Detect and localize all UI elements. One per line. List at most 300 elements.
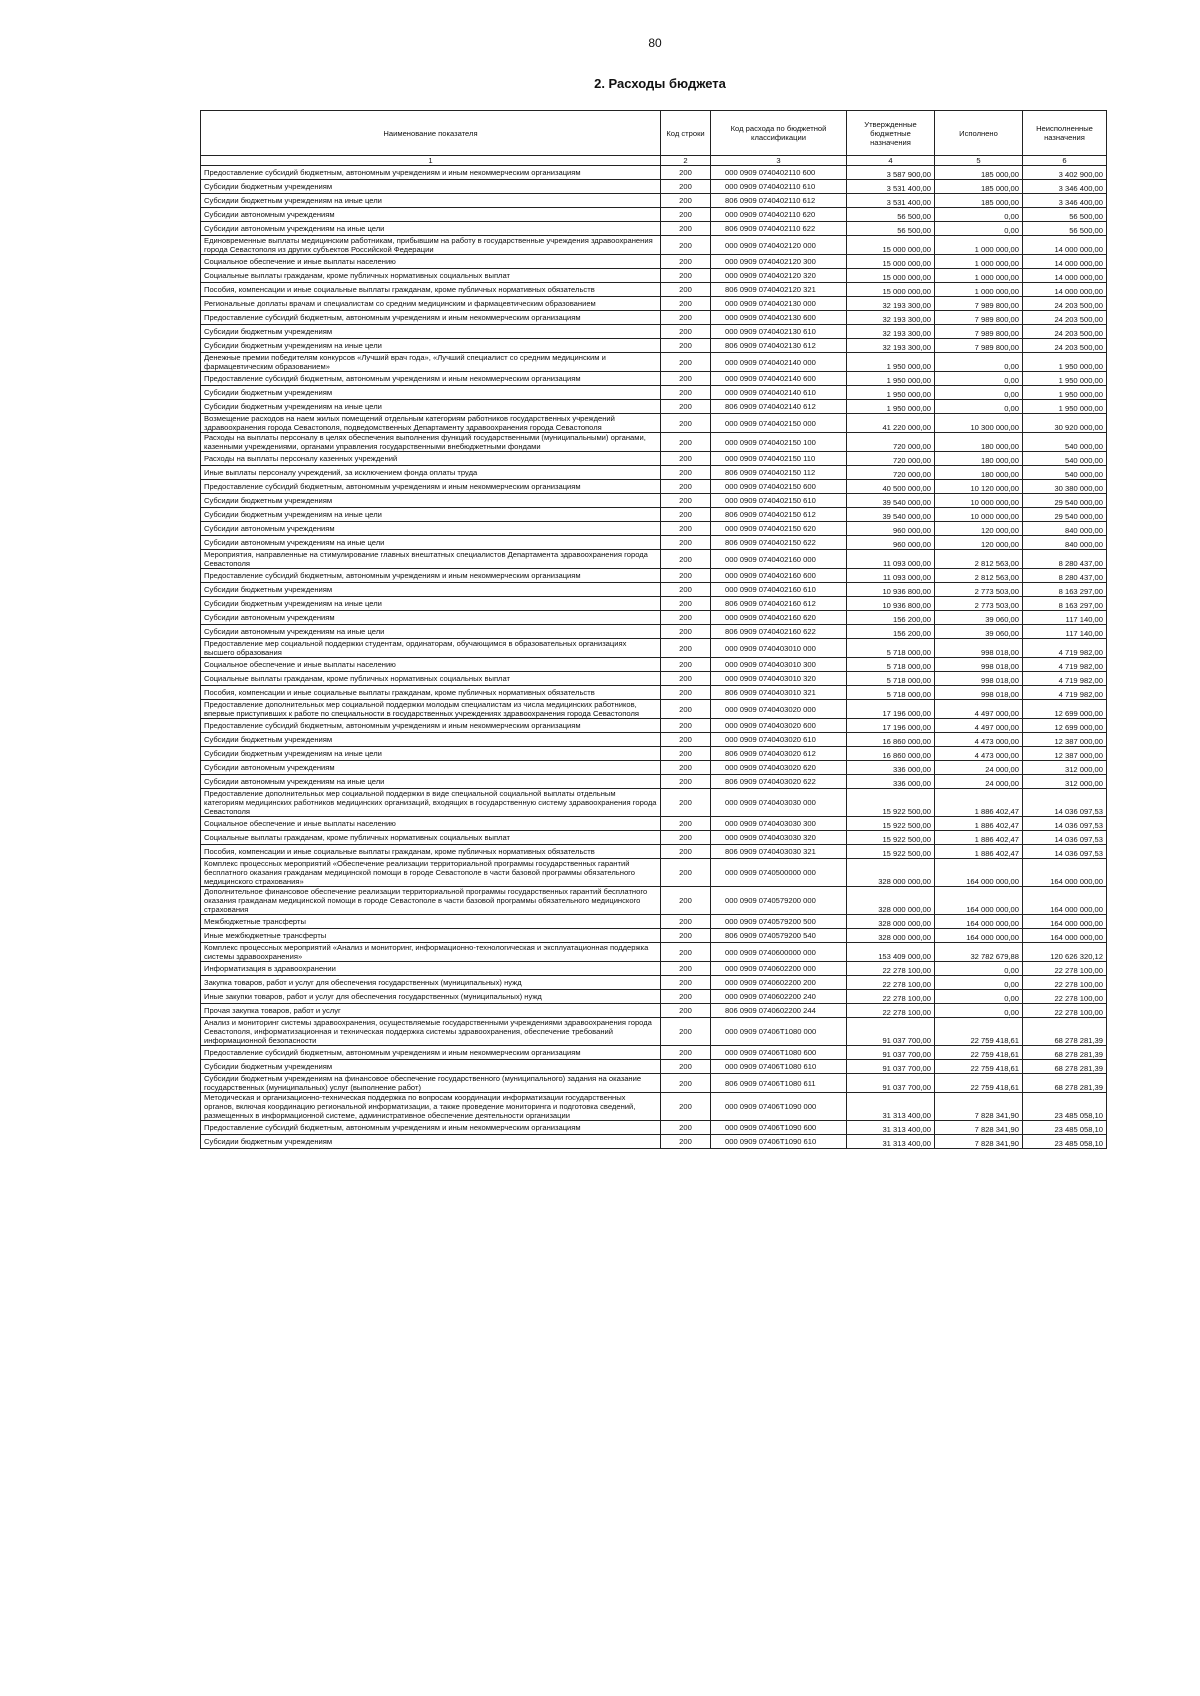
- table-row: [201, 480, 1107, 494]
- row-executed-cell: 1 000 000,00: [935, 255, 1023, 269]
- row-executed-cell: 185 000,00: [935, 180, 1023, 194]
- row-unexecuted-cell: 29 540 000,00: [1023, 494, 1107, 508]
- row-executed-cell: 24 000,00: [935, 761, 1023, 775]
- row-unexecuted-cell: 164 000 000,00: [1023, 859, 1107, 887]
- row-executed-cell: 7 989 800,00: [935, 311, 1023, 325]
- row-executed-cell: 10 000 000,00: [935, 508, 1023, 522]
- row-executed-cell: 7 828 341,90: [935, 1135, 1023, 1149]
- row-line-code-cell: 200: [661, 269, 711, 283]
- row-unexecuted-cell: 68 278 281,39: [1023, 1074, 1107, 1093]
- row-approved-cell: 32 193 300,00: [847, 339, 935, 353]
- row-executed-cell: 1 000 000,00: [935, 269, 1023, 283]
- row-approved-cell: 15 000 000,00: [847, 269, 935, 283]
- row-line-code-cell: 200: [661, 583, 711, 597]
- row-classification-cell: 000 0909 0740403020 610: [711, 733, 847, 747]
- row-executed-cell: 10 300 000,00: [935, 414, 1023, 433]
- row-unexecuted-cell: 120 626 320,12: [1023, 943, 1107, 962]
- table-row: [201, 433, 1107, 452]
- row-approved-cell: 1 950 000,00: [847, 353, 935, 372]
- row-line-code-cell: 200: [661, 569, 711, 583]
- row-line-code-cell: 200: [661, 1018, 711, 1046]
- table-row: [201, 297, 1107, 311]
- row-classification-cell: 000 0909 0740402140 610: [711, 386, 847, 400]
- row-unexecuted-cell: 3 346 400,00: [1023, 194, 1107, 208]
- row-unexecuted-cell: 4 719 982,00: [1023, 686, 1107, 700]
- row-name-cell: Дополнительное финансовое обеспечение реализации территориальной программы государственных гарантий бесплатного оказания гражданам медицинской помощи в городе Севастополе в части базовой программы обязательного медицинского страхования: [201, 887, 661, 915]
- row-executed-cell: 4 497 000,00: [935, 700, 1023, 719]
- table-row: [201, 990, 1107, 1004]
- row-classification-cell: 000 0909 0740402110 620: [711, 208, 847, 222]
- row-line-code-cell: 200: [661, 311, 711, 325]
- row-classification-cell: 000 0909 0740402140 600: [711, 372, 847, 386]
- row-line-code-cell: 200: [661, 845, 711, 859]
- table-row: [201, 1018, 1107, 1046]
- row-unexecuted-cell: 22 278 100,00: [1023, 990, 1107, 1004]
- table-row: [201, 817, 1107, 831]
- row-line-code-cell: 200: [661, 508, 711, 522]
- row-name-cell: Пособия, компенсации и иные социальные выплаты гражданам, кроме публичных нормативных обязательств: [201, 283, 661, 297]
- row-executed-cell: 2 773 503,00: [935, 583, 1023, 597]
- row-executed-cell: 4 473 000,00: [935, 747, 1023, 761]
- row-name-cell: Предоставление субсидий бюджетным, автономным учреждениям и иным некоммерческим организациям: [201, 719, 661, 733]
- row-unexecuted-cell: 23 485 058,10: [1023, 1093, 1107, 1121]
- row-line-code-cell: 200: [661, 700, 711, 719]
- row-line-code-cell: 200: [661, 353, 711, 372]
- row-classification-cell: 000 0909 0740402120 300: [711, 255, 847, 269]
- table-row: [201, 283, 1107, 297]
- row-line-code-cell: 200: [661, 339, 711, 353]
- row-approved-cell: 328 000 000,00: [847, 859, 935, 887]
- row-unexecuted-cell: 68 278 281,39: [1023, 1018, 1107, 1046]
- row-name-cell: Расходы на выплаты персоналу в целях обеспечения выполнения функций государственными (муниципальными) органами, казенными учреждениями, органами управления государственными внебюджетными фондами: [201, 433, 661, 452]
- row-executed-cell: 0,00: [935, 372, 1023, 386]
- row-classification-cell: 806 0909 0740402160 612: [711, 597, 847, 611]
- row-approved-cell: 56 500,00: [847, 208, 935, 222]
- row-classification-cell: 806 0909 0740402160 622: [711, 625, 847, 639]
- row-unexecuted-cell: 56 500,00: [1023, 222, 1107, 236]
- row-executed-cell: 7 989 800,00: [935, 297, 1023, 311]
- row-approved-cell: 15 922 500,00: [847, 789, 935, 817]
- row-approved-cell: 17 196 000,00: [847, 719, 935, 733]
- row-unexecuted-cell: 540 000,00: [1023, 452, 1107, 466]
- row-executed-cell: 2 812 563,00: [935, 569, 1023, 583]
- row-executed-cell: 0,00: [935, 990, 1023, 1004]
- table-row: [201, 325, 1107, 339]
- row-unexecuted-cell: 840 000,00: [1023, 536, 1107, 550]
- row-executed-cell: 2 812 563,00: [935, 550, 1023, 569]
- row-line-code-cell: 200: [661, 597, 711, 611]
- row-executed-cell: 164 000 000,00: [935, 887, 1023, 915]
- row-name-cell: Субсидии бюджетным учреждениям на иные цели: [201, 508, 661, 522]
- table-row: [201, 180, 1107, 194]
- row-executed-cell: 164 000 000,00: [935, 929, 1023, 943]
- row-name-cell: Предоставление субсидий бюджетным, автономным учреждениям и иным некоммерческим организациям: [201, 372, 661, 386]
- row-unexecuted-cell: 312 000,00: [1023, 761, 1107, 775]
- header-approved: Утвержденные бюджетные назначения: [847, 111, 935, 156]
- table-row: [201, 400, 1107, 414]
- table-row: [201, 915, 1107, 929]
- row-classification-cell: 000 0909 07406Т1080 000: [711, 1018, 847, 1046]
- row-approved-cell: 336 000,00: [847, 761, 935, 775]
- table-row: [201, 775, 1107, 789]
- row-classification-cell: 000 0909 07406Т1090 000: [711, 1093, 847, 1121]
- row-approved-cell: 32 193 300,00: [847, 297, 935, 311]
- row-executed-cell: 180 000,00: [935, 452, 1023, 466]
- row-executed-cell: 120 000,00: [935, 536, 1023, 550]
- row-line-code-cell: 200: [661, 480, 711, 494]
- row-approved-cell: 17 196 000,00: [847, 700, 935, 719]
- table-row: [201, 194, 1107, 208]
- row-name-cell: Мероприятия, направленные на стимулирование главных внештатных специалистов Департамента здравоохранения города Севастополя: [201, 550, 661, 569]
- row-name-cell: Субсидии автономным учреждениям: [201, 522, 661, 536]
- row-name-cell: Комплекс процессных мероприятий «Обеспечение реализации территориальной программы государственных гарантий бесплатного оказания гражданам медицинской помощи в городе Севастополе в части базовой программы обязательного медицинского страхования»: [201, 859, 661, 887]
- row-unexecuted-cell: 14 036 097,53: [1023, 845, 1107, 859]
- row-unexecuted-cell: 540 000,00: [1023, 433, 1107, 452]
- row-line-code-cell: 200: [661, 1004, 711, 1018]
- row-classification-cell: 000 0909 0740579200 500: [711, 915, 847, 929]
- row-executed-cell: 0,00: [935, 386, 1023, 400]
- row-unexecuted-cell: 30 380 000,00: [1023, 480, 1107, 494]
- row-name-cell: Региональные доплаты врачам и специалистам со средним медицинским и фармацевтическим образованием: [201, 297, 661, 311]
- row-line-code-cell: 200: [661, 639, 711, 658]
- row-executed-cell: 1 000 000,00: [935, 236, 1023, 255]
- row-line-code-cell: 200: [661, 297, 711, 311]
- table-row: [201, 789, 1107, 817]
- table-row: [201, 208, 1107, 222]
- row-name-cell: Пособия, компенсации и иные социальные выплаты гражданам, кроме публичных нормативных обязательств: [201, 845, 661, 859]
- row-line-code-cell: 200: [661, 550, 711, 569]
- row-line-code-cell: 200: [661, 887, 711, 915]
- row-name-cell: Иные выплаты персоналу учреждений, за исключением фонда оплаты труда: [201, 466, 661, 480]
- row-line-code-cell: 200: [661, 859, 711, 887]
- row-approved-cell: 15 922 500,00: [847, 817, 935, 831]
- row-classification-cell: 806 0909 0740402150 612: [711, 508, 847, 522]
- row-approved-cell: 15 922 500,00: [847, 831, 935, 845]
- row-classification-cell: 000 0909 0740402120 000: [711, 236, 847, 255]
- row-unexecuted-cell: 24 203 500,00: [1023, 311, 1107, 325]
- row-name-cell: Предоставление субсидий бюджетным, автономным учреждениям и иным некоммерческим организациям: [201, 480, 661, 494]
- table-row: [201, 386, 1107, 400]
- header-line-code: Код строки: [661, 111, 711, 156]
- row-approved-cell: 15 000 000,00: [847, 236, 935, 255]
- row-unexecuted-cell: 22 278 100,00: [1023, 1004, 1107, 1018]
- row-executed-cell: 0,00: [935, 208, 1023, 222]
- table-header-row: [201, 111, 1107, 156]
- row-executed-cell: 22 759 418,61: [935, 1074, 1023, 1093]
- row-line-code-cell: 200: [661, 400, 711, 414]
- row-executed-cell: 0,00: [935, 222, 1023, 236]
- table-row: [201, 1060, 1107, 1074]
- row-name-cell: Предоставление субсидий бюджетным, автономным учреждениям и иным некоммерческим организациям: [201, 1121, 661, 1135]
- row-classification-cell: 000 0909 0740402140 000: [711, 353, 847, 372]
- row-approved-cell: 22 278 100,00: [847, 962, 935, 976]
- row-unexecuted-cell: 14 036 097,53: [1023, 831, 1107, 845]
- header-classification-code: Код расхода по бюджетной классификации: [711, 111, 847, 156]
- row-name-cell: Прочая закупка товаров, работ и услуг: [201, 1004, 661, 1018]
- page-number: 80: [648, 36, 662, 50]
- row-classification-cell: 000 0909 0740403010 000: [711, 639, 847, 658]
- row-line-code-cell: 200: [661, 962, 711, 976]
- column-number: 3: [711, 156, 847, 166]
- row-unexecuted-cell: 117 140,00: [1023, 625, 1107, 639]
- row-executed-cell: 2 773 503,00: [935, 597, 1023, 611]
- row-approved-cell: 156 200,00: [847, 625, 935, 639]
- row-classification-cell: 000 0909 07406Т1090 600: [711, 1121, 847, 1135]
- table-row: [201, 845, 1107, 859]
- row-name-cell: Субсидии бюджетным учреждениям: [201, 386, 661, 400]
- row-classification-cell: 000 0909 0740402160 600: [711, 569, 847, 583]
- row-classification-cell: 000 0909 0740402150 000: [711, 414, 847, 433]
- row-classification-cell: 000 0909 0740402130 000: [711, 297, 847, 311]
- row-classification-cell: 806 0909 0740579200 540: [711, 929, 847, 943]
- row-classification-cell: 806 0909 0740403020 612: [711, 747, 847, 761]
- row-line-code-cell: 200: [661, 386, 711, 400]
- row-classification-cell: 000 0909 0740602200 200: [711, 976, 847, 990]
- row-line-code-cell: 200: [661, 1121, 711, 1135]
- row-classification-cell: 000 0909 0740602200 240: [711, 990, 847, 1004]
- row-line-code-cell: 200: [661, 1093, 711, 1121]
- row-line-code-cell: 200: [661, 658, 711, 672]
- row-classification-cell: 000 0909 0740402110 600: [711, 166, 847, 180]
- row-line-code-cell: 200: [661, 686, 711, 700]
- table-row: [201, 269, 1107, 283]
- row-classification-cell: 000 0909 0740402150 610: [711, 494, 847, 508]
- row-classification-cell: 000 0909 0740600000 000: [711, 943, 847, 962]
- row-unexecuted-cell: 3 402 900,00: [1023, 166, 1107, 180]
- table-row: [201, 686, 1107, 700]
- row-unexecuted-cell: 8 280 437,00: [1023, 569, 1107, 583]
- row-unexecuted-cell: 1 950 000,00: [1023, 400, 1107, 414]
- table-row: [201, 255, 1107, 269]
- row-approved-cell: 16 860 000,00: [847, 747, 935, 761]
- row-classification-cell: 806 0909 0740403020 622: [711, 775, 847, 789]
- table-row: [201, 1093, 1107, 1121]
- row-approved-cell: 41 220 000,00: [847, 414, 935, 433]
- row-approved-cell: 1 950 000,00: [847, 386, 935, 400]
- row-approved-cell: 91 037 700,00: [847, 1074, 935, 1093]
- row-approved-cell: 720 000,00: [847, 433, 935, 452]
- row-executed-cell: 164 000 000,00: [935, 859, 1023, 887]
- row-line-code-cell: 200: [661, 719, 711, 733]
- row-line-code-cell: 200: [661, 761, 711, 775]
- row-classification-cell: 000 0909 0740602200 000: [711, 962, 847, 976]
- document-title: 2. Расходы бюджета: [594, 76, 726, 91]
- row-unexecuted-cell: 1 950 000,00: [1023, 372, 1107, 386]
- row-classification-cell: 806 0909 0740402150 112: [711, 466, 847, 480]
- row-executed-cell: 185 000,00: [935, 166, 1023, 180]
- row-line-code-cell: 200: [661, 672, 711, 686]
- row-unexecuted-cell: 24 203 500,00: [1023, 325, 1107, 339]
- row-unexecuted-cell: 840 000,00: [1023, 522, 1107, 536]
- row-executed-cell: 1 886 402,47: [935, 831, 1023, 845]
- row-name-cell: Расходы на выплаты персоналу казенных учреждений: [201, 452, 661, 466]
- row-approved-cell: 11 093 000,00: [847, 550, 935, 569]
- header-executed: Исполнено: [935, 111, 1023, 156]
- row-unexecuted-cell: 312 000,00: [1023, 775, 1107, 789]
- row-unexecuted-cell: 12 387 000,00: [1023, 747, 1107, 761]
- row-approved-cell: 720 000,00: [847, 452, 935, 466]
- row-line-code-cell: 200: [661, 817, 711, 831]
- row-name-cell: Предоставление дополнительных мер социальной поддержки в виде специальной социальной выплаты отдельным категориям медицинских работников медицинских организаций, входящих в государственную систему здравоохранения города Севастополя: [201, 789, 661, 817]
- row-classification-cell: 806 0909 0740402120 321: [711, 283, 847, 297]
- row-unexecuted-cell: 117 140,00: [1023, 611, 1107, 625]
- row-unexecuted-cell: 14 000 000,00: [1023, 283, 1107, 297]
- row-line-code-cell: 200: [661, 522, 711, 536]
- row-unexecuted-cell: 164 000 000,00: [1023, 915, 1107, 929]
- row-approved-cell: 31 313 400,00: [847, 1093, 935, 1121]
- row-name-cell: Иные межбюджетные трансферты: [201, 929, 661, 943]
- row-approved-cell: 10 936 800,00: [847, 597, 935, 611]
- row-name-cell: Социальное обеспечение и иные выплаты населению: [201, 658, 661, 672]
- row-executed-cell: 998 018,00: [935, 672, 1023, 686]
- row-approved-cell: 3 531 400,00: [847, 180, 935, 194]
- row-approved-cell: 156 200,00: [847, 611, 935, 625]
- table-row: [201, 550, 1107, 569]
- row-line-code-cell: 200: [661, 1060, 711, 1074]
- row-unexecuted-cell: 1 950 000,00: [1023, 386, 1107, 400]
- row-executed-cell: 998 018,00: [935, 658, 1023, 672]
- row-classification-cell: 000 0909 0740402130 600: [711, 311, 847, 325]
- budget-expenses-table: [200, 110, 1107, 1149]
- row-unexecuted-cell: 23 485 058,10: [1023, 1121, 1107, 1135]
- table-row: [201, 859, 1107, 887]
- row-unexecuted-cell: 3 346 400,00: [1023, 180, 1107, 194]
- row-classification-cell: 806 0909 0740402140 612: [711, 400, 847, 414]
- row-name-cell: Субсидии бюджетным учреждениям: [201, 1135, 661, 1149]
- row-name-cell: Социальные выплаты гражданам, кроме публичных нормативных социальных выплат: [201, 831, 661, 845]
- row-name-cell: Денежные премии победителям конкурсов «Лучший врач года», «Лучший специалист со средним медицинским и фармацевтическим образованием»: [201, 353, 661, 372]
- row-name-cell: Информатизация в здравоохранении: [201, 962, 661, 976]
- row-unexecuted-cell: 56 500,00: [1023, 208, 1107, 222]
- row-name-cell: Субсидии бюджетным учреждениям на иные цели: [201, 400, 661, 414]
- row-approved-cell: 5 718 000,00: [847, 658, 935, 672]
- table-row: [201, 452, 1107, 466]
- row-line-code-cell: 200: [661, 1135, 711, 1149]
- row-executed-cell: 998 018,00: [935, 639, 1023, 658]
- row-line-code-cell: 200: [661, 452, 711, 466]
- row-approved-cell: 153 409 000,00: [847, 943, 935, 962]
- row-executed-cell: 24 000,00: [935, 775, 1023, 789]
- table-row: [201, 494, 1107, 508]
- row-line-code-cell: 200: [661, 283, 711, 297]
- table-row: [201, 597, 1107, 611]
- row-classification-cell: 000 0909 0740402150 100: [711, 433, 847, 452]
- row-line-code-cell: 200: [661, 494, 711, 508]
- header-name: Наименование показателя: [201, 111, 661, 156]
- row-line-code-cell: 200: [661, 433, 711, 452]
- column-number: 2: [661, 156, 711, 166]
- row-line-code-cell: 200: [661, 180, 711, 194]
- row-classification-cell: 000 0909 0740403010 300: [711, 658, 847, 672]
- table-row: [201, 929, 1107, 943]
- row-name-cell: Иные закупки товаров, работ и услуг для обеспечения государственных (муниципальных) нужд: [201, 990, 661, 1004]
- table-row: [201, 1004, 1107, 1018]
- row-name-cell: Субсидии бюджетным учреждениям на иные цели: [201, 597, 661, 611]
- row-classification-cell: 000 0909 0740403020 600: [711, 719, 847, 733]
- row-unexecuted-cell: 24 203 500,00: [1023, 297, 1107, 311]
- row-line-code-cell: 200: [661, 325, 711, 339]
- table-row: [201, 236, 1107, 255]
- row-classification-cell: 000 0909 0740403020 000: [711, 700, 847, 719]
- row-line-code-cell: 200: [661, 789, 711, 817]
- column-number: 1: [201, 156, 661, 166]
- table-row: [201, 536, 1107, 550]
- row-unexecuted-cell: 8 280 437,00: [1023, 550, 1107, 569]
- row-line-code-cell: 200: [661, 1046, 711, 1060]
- row-classification-cell: 000 0909 07406Т1090 610: [711, 1135, 847, 1149]
- row-name-cell: Субсидии автономным учреждениям: [201, 611, 661, 625]
- row-approved-cell: 336 000,00: [847, 775, 935, 789]
- row-name-cell: Субсидии бюджетным учреждениям: [201, 325, 661, 339]
- row-unexecuted-cell: 8 163 297,00: [1023, 583, 1107, 597]
- row-line-code-cell: 200: [661, 611, 711, 625]
- table-row: [201, 943, 1107, 962]
- row-approved-cell: 40 500 000,00: [847, 480, 935, 494]
- row-unexecuted-cell: 1 950 000,00: [1023, 353, 1107, 372]
- table-row: [201, 1121, 1107, 1135]
- row-approved-cell: 15 000 000,00: [847, 255, 935, 269]
- row-name-cell: Субсидии бюджетным учреждениям: [201, 583, 661, 597]
- row-classification-cell: 806 0909 0740402110 612: [711, 194, 847, 208]
- row-approved-cell: 3 587 900,00: [847, 166, 935, 180]
- row-executed-cell: 10 120 000,00: [935, 480, 1023, 494]
- row-approved-cell: 22 278 100,00: [847, 976, 935, 990]
- row-name-cell: Закупка товаров, работ и услуг для обеспечения государственных (муниципальных) нужд: [201, 976, 661, 990]
- row-name-cell: Социальные выплаты гражданам, кроме публичных нормативных социальных выплат: [201, 269, 661, 283]
- table-row: [201, 1135, 1107, 1149]
- row-unexecuted-cell: 29 540 000,00: [1023, 508, 1107, 522]
- row-unexecuted-cell: 8 163 297,00: [1023, 597, 1107, 611]
- row-executed-cell: 1 886 402,47: [935, 845, 1023, 859]
- row-line-code-cell: 200: [661, 1074, 711, 1093]
- row-approved-cell: 15 922 500,00: [847, 845, 935, 859]
- row-classification-cell: 000 0909 0740402150 620: [711, 522, 847, 536]
- row-approved-cell: 3 531 400,00: [847, 194, 935, 208]
- row-approved-cell: 91 037 700,00: [847, 1046, 935, 1060]
- row-classification-cell: 806 0909 0740402150 622: [711, 536, 847, 550]
- row-approved-cell: 15 000 000,00: [847, 283, 935, 297]
- row-line-code-cell: 200: [661, 166, 711, 180]
- row-classification-cell: 000 0909 0740579200 000: [711, 887, 847, 915]
- table-row: [201, 522, 1107, 536]
- row-line-code-cell: 200: [661, 236, 711, 255]
- row-classification-cell: 000 0909 0740402130 610: [711, 325, 847, 339]
- row-name-cell: Субсидии бюджетным учреждениям на финансовое обеспечение государственного (муниципального) задания на оказание государственных (муниципальных) услуг (выполнение работ): [201, 1074, 661, 1093]
- row-classification-cell: 000 0909 0740402160 610: [711, 583, 847, 597]
- row-approved-cell: 1 950 000,00: [847, 372, 935, 386]
- row-classification-cell: 806 0909 0740403010 321: [711, 686, 847, 700]
- row-name-cell: Возмещение расходов на наем жилых помещений отдельным категориям работников государственных учреждений здравоохранения города Севастополя, подведомственных Департаменту здравоохранения города Севастополя: [201, 414, 661, 433]
- row-executed-cell: 0,00: [935, 976, 1023, 990]
- row-name-cell: Социальное обеспечение и иные выплаты населению: [201, 255, 661, 269]
- row-name-cell: Субсидии бюджетным учреждениям на иные цели: [201, 194, 661, 208]
- row-unexecuted-cell: 14 036 097,53: [1023, 789, 1107, 817]
- row-line-code-cell: 200: [661, 222, 711, 236]
- table-row: [201, 747, 1107, 761]
- table-body: [201, 166, 1107, 1149]
- table-row: [201, 658, 1107, 672]
- row-approved-cell: 22 278 100,00: [847, 1004, 935, 1018]
- row-unexecuted-cell: 68 278 281,39: [1023, 1046, 1107, 1060]
- row-line-code-cell: 200: [661, 255, 711, 269]
- column-number: 6: [1023, 156, 1107, 166]
- row-classification-cell: 000 0909 0740402120 320: [711, 269, 847, 283]
- column-number: 5: [935, 156, 1023, 166]
- row-classification-cell: 806 0909 0740402130 612: [711, 339, 847, 353]
- row-classification-cell: 806 0909 0740402110 622: [711, 222, 847, 236]
- row-unexecuted-cell: 12 699 000,00: [1023, 719, 1107, 733]
- row-executed-cell: 4 473 000,00: [935, 733, 1023, 747]
